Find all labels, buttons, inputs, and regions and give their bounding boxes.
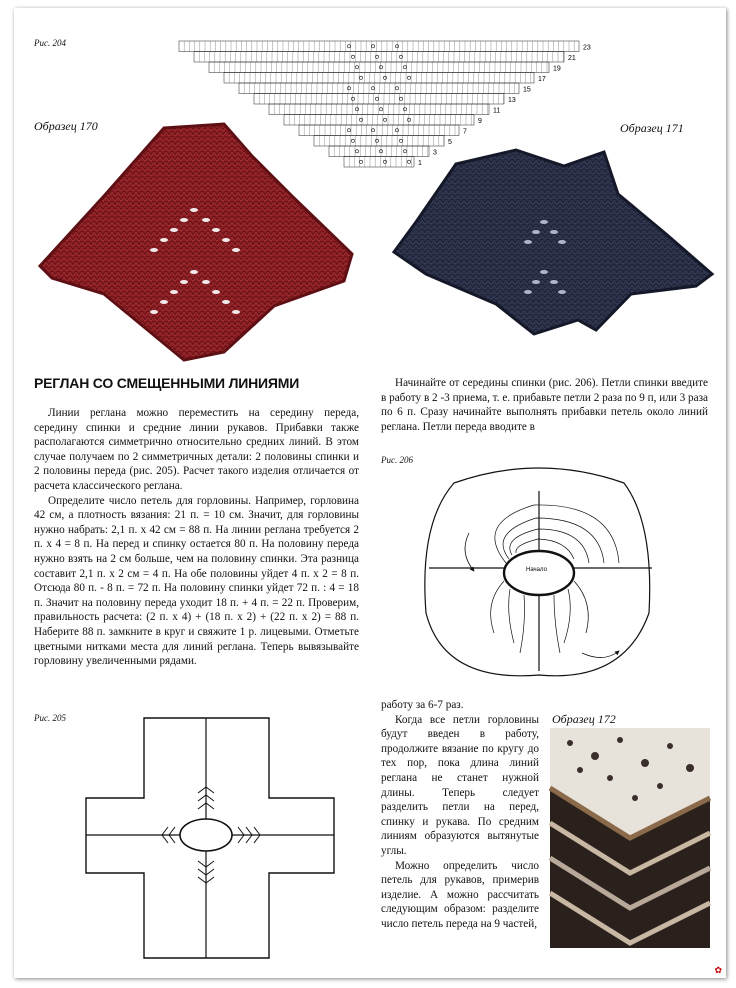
chart-yarn-over: [399, 97, 402, 100]
chart-row-number: 9: [478, 118, 482, 125]
fig205-label: Рис. 205: [34, 713, 66, 723]
chart-row: [179, 41, 579, 52]
chart-yarn-over: [359, 76, 362, 79]
chart-yarn-over: [407, 76, 410, 79]
chart-yarn-over: [351, 55, 354, 58]
chart-row-number: 3: [433, 149, 437, 157]
chart-row: [224, 73, 534, 84]
sample171-label: Образец 171: [620, 121, 684, 135]
chart-row: [194, 52, 564, 63]
sample172-knit-photo: [550, 728, 710, 948]
chart-row-number: 23: [583, 44, 591, 52]
right-bottom-text: [381, 698, 539, 932]
right-bottom-paragraph-1: Когда все петли горловины будут введен в работу, продолжите вязание по кругу до тех пор, пока длина линий реглана не станет нужной длины. Теперь следует разделить петли на перед, спинку и рукава. По средним линиям образуются вытянутые углы.: [381, 713, 539, 857]
fig206-neckline-diagram: [414, 463, 664, 688]
chart-yarn-over: [347, 87, 350, 90]
chart-row: [269, 104, 489, 115]
chart-yarn-over: [355, 108, 358, 111]
chart-yarn-over: [407, 118, 410, 121]
chart-yarn-over: [371, 45, 374, 48]
sample171-knit-photo: [386, 144, 716, 344]
left-text-column: [34, 406, 359, 669]
chart-yarn-over: [383, 76, 386, 79]
sample172-label: Образец 172: [552, 712, 616, 726]
chart-row-number: 1: [418, 160, 422, 167]
fig206-label: Рис. 206: [381, 455, 413, 465]
chart-yarn-over: [375, 139, 378, 142]
chart-yarn-over: [379, 66, 382, 69]
sample170-knit-photo: [34, 116, 364, 368]
book-page: [14, 8, 726, 978]
chart-row-number: 21: [568, 55, 576, 62]
chart-row-number: 13: [508, 97, 516, 104]
right-bottom-first-line: работу за 6-7 раз.: [381, 699, 464, 711]
right-top-text: [381, 376, 708, 434]
chart-row: [254, 94, 504, 105]
chart-row: [239, 83, 519, 94]
fig205-cross-diagram: [84, 713, 339, 963]
chart-yarn-over: [375, 97, 378, 100]
chart-yarn-over: [403, 108, 406, 111]
chart-yarn-over: [347, 45, 350, 48]
chart-yarn-over: [351, 97, 354, 100]
chart-yarn-over: [395, 45, 398, 48]
fig204-label: Рис. 204: [34, 38, 66, 48]
corner-flower-icon: ✿: [714, 965, 722, 975]
left-paragraph-1: Линии реглана можно переместить на середину переда, середину спинки и средние линии рукавов. Прибавки также располагаются симметрично относительно средних линий. В этом случае получаем по 2 симметричных детали: 2 половины спинки и 2 половины переда (рис. 205). Расчет такого изделия отличается от расчета классического реглана.: [34, 407, 359, 492]
left-paragraph-2: Определите число петель для горловины. Например, горловина 42 см, а плотность вязания: 21 п. = 10 см. Значит, для горловины нужно набрать: 2,1 п. х 42 см = 88 п. На линии реглана требуется 2 п. х 4 = 8 п. На перед и спинку остается 80 п. На половину переда нужно взять на 2 см больше, чем на половину спинки. Эта разница составит 2,1 п. х 2 см = 4 п. На обе половины уйдет 4 п. х 2 = 8 п. Отсюда 80 п. - 8 п. = 72 п. На половину спинки уйдет 72 п. : 4 = 18 п. Значит на половину переда уходит 18 п. + 4 п. = 22 п. Проверим, правильность расчета: (2 п. х 4) + (18 п. х 2) + (22 п. х 2) = 88 п. Наберите 88 п. замкните в круг и свяжите 1 р. лицевыми. Отметьте цветными нитками места для линий реглана. Теперь вывязывайте горловину увеличенными рядами.: [34, 494, 359, 668]
chart-yarn-over: [399, 139, 402, 142]
chart-yarn-over: [395, 87, 398, 90]
chart-row-number: 5: [448, 139, 452, 146]
chart-yarn-over: [355, 66, 358, 69]
chart-row-number: 19: [553, 65, 561, 73]
chart-yarn-over: [383, 118, 386, 121]
section-title: РЕГЛАН СО СМЕЩЕННЫМИ ЛИНИЯМИ: [34, 375, 300, 391]
chart-yarn-over: [379, 108, 382, 111]
right-top-paragraph: Начинайте от середины спинки (рис. 206). Петли спинки введите в работу в 2 -3 приема, т. е. прибавьте петли 2 раза по 9 п, или 3 раза по 6 п. Сразу начинайте выполнять прибавки петель около линий реглана. Петли переда вводите в: [381, 377, 708, 433]
chart-yarn-over: [403, 66, 406, 69]
chart-row-number: 17: [538, 76, 546, 83]
chart-yarn-over: [395, 129, 398, 132]
chart-row-number: 11: [493, 107, 501, 115]
sample170-label: Образец 170: [34, 119, 98, 133]
right-bottom-paragraph-2: Можно определить число петель для рукавов, примерив изделие. А можно рассчитать следующим образом: разделите число петель переда на 9 частей,: [381, 859, 539, 930]
chart-row-number: 7: [463, 128, 467, 136]
chart-row: [209, 62, 549, 73]
chart-row-number: 15: [523, 86, 531, 94]
fig206-center-label: Начало: [526, 567, 547, 573]
